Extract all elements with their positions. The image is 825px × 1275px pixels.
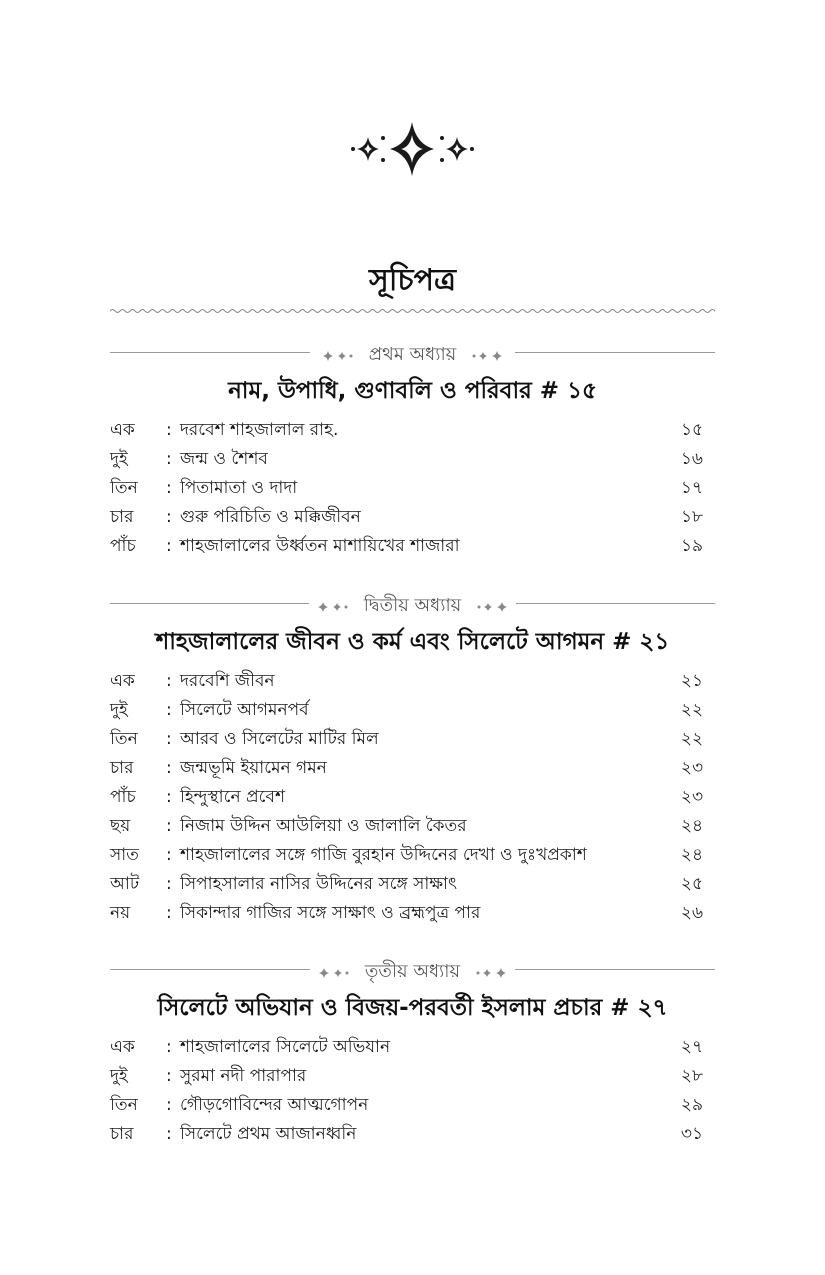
wavy-divider	[110, 305, 715, 317]
toc-entry[interactable]: এক : শাহজালালের সিলেটে অভিযান ২৭	[110, 1037, 703, 1057]
toc-entry[interactable]: দুই : জন্ম ও শৈশব ১৬	[110, 449, 703, 469]
chapter-2	[110, 591, 715, 928]
toc-entry[interactable]: চার : সিলেটে প্রথম আজানধ্বনি ৩১	[110, 1124, 703, 1144]
divider-ornament-icon	[315, 601, 349, 613]
chapter-title: শাহজালালের জীবন ও কর্ম এবং সিলেটে আগমন # ২১	[155, 629, 670, 655]
chapter-title: সিলেটে অভিযান ও বিজয়-পরবর্তী ইসলাম প্রচার # ২৭	[157, 995, 668, 1021]
toc-entry[interactable]: তিন : আরব ও সিলেটের মাটির মিল ২২	[110, 729, 703, 749]
toc-entry[interactable]: আট : সিপাহসালার নাসির উদ্দিনের সঙ্গে সাক্ষাৎ ২৫	[110, 874, 703, 894]
chapter-label: প্রথম অধ্যায়	[368, 344, 457, 365]
toc-entry[interactable]: চার : জন্মভূমি ইয়ামেন গমন ২৩	[110, 758, 703, 778]
divider-ornament-icon	[316, 967, 350, 979]
toc-entry[interactable]: পাঁচ : হিন্দুস্থানে প্রবেশ ২৩	[110, 787, 703, 807]
toc-entry[interactable]: দুই : সিলেটে আগমনপর্ব ২২	[110, 700, 703, 720]
toc-entry[interactable]: সাত : শাহজালালের সঙ্গে গাজি বুরহান উদ্দিনের দেখা ও দুঃখপ্রকাশ ২৪	[110, 845, 703, 865]
four-point-star-ornament-icon	[350, 118, 475, 180]
divider-ornament-icon	[320, 350, 354, 362]
toc-entry[interactable]: দুই : সুরমা নদী পারাপার ২৮	[110, 1066, 703, 1086]
toc-entry[interactable]: ছয় : নিজাম উদ্দিন আউলিয়া ও জালালি কৈতর ২৪	[110, 816, 703, 836]
toc-entry[interactable]: নয় : সিকান্দার গাজির সঙ্গে সাক্ষাৎ ও ব্রহ্মপুত্র পার ২৬	[110, 903, 703, 923]
chapter-3	[110, 957, 715, 1149]
divider-ornament-icon	[476, 601, 510, 613]
toc-entry[interactable]: চার : গুরু পরিচিতি ও মক্কিজীবন ১৮	[110, 507, 703, 527]
chapter-title: নাম, উপাধি, গুণাবলি ও পরিবার # ১৫	[228, 378, 597, 404]
toc-entry[interactable]: এক : দরবেশ শাহজালাল রাহ. ১৫	[110, 420, 703, 440]
divider-ornament-icon	[475, 967, 509, 979]
toc-entry[interactable]: পাঁচ : শাহজালালের উর্ধ্বতন মাশায়িখের শাজারা ১৯	[110, 536, 703, 556]
chapter-label: তৃতীয় অধ্যায়	[364, 961, 461, 982]
toc-entry[interactable]: তিন : গৌড়গোবিন্দের আত্মগোপন ২৯	[110, 1095, 703, 1115]
chapter-1	[110, 340, 715, 561]
divider-ornament-icon	[471, 350, 505, 362]
toc-entry[interactable]: এক : দরবেশি জীবন ২১	[110, 671, 703, 691]
chapter-label: দ্বিতীয় অধ্যায়	[363, 595, 462, 616]
toc-entry[interactable]: তিন : পিতামাতা ও দাদা ১৭	[110, 478, 703, 498]
page-title: সূচিপত্র	[369, 263, 456, 298]
